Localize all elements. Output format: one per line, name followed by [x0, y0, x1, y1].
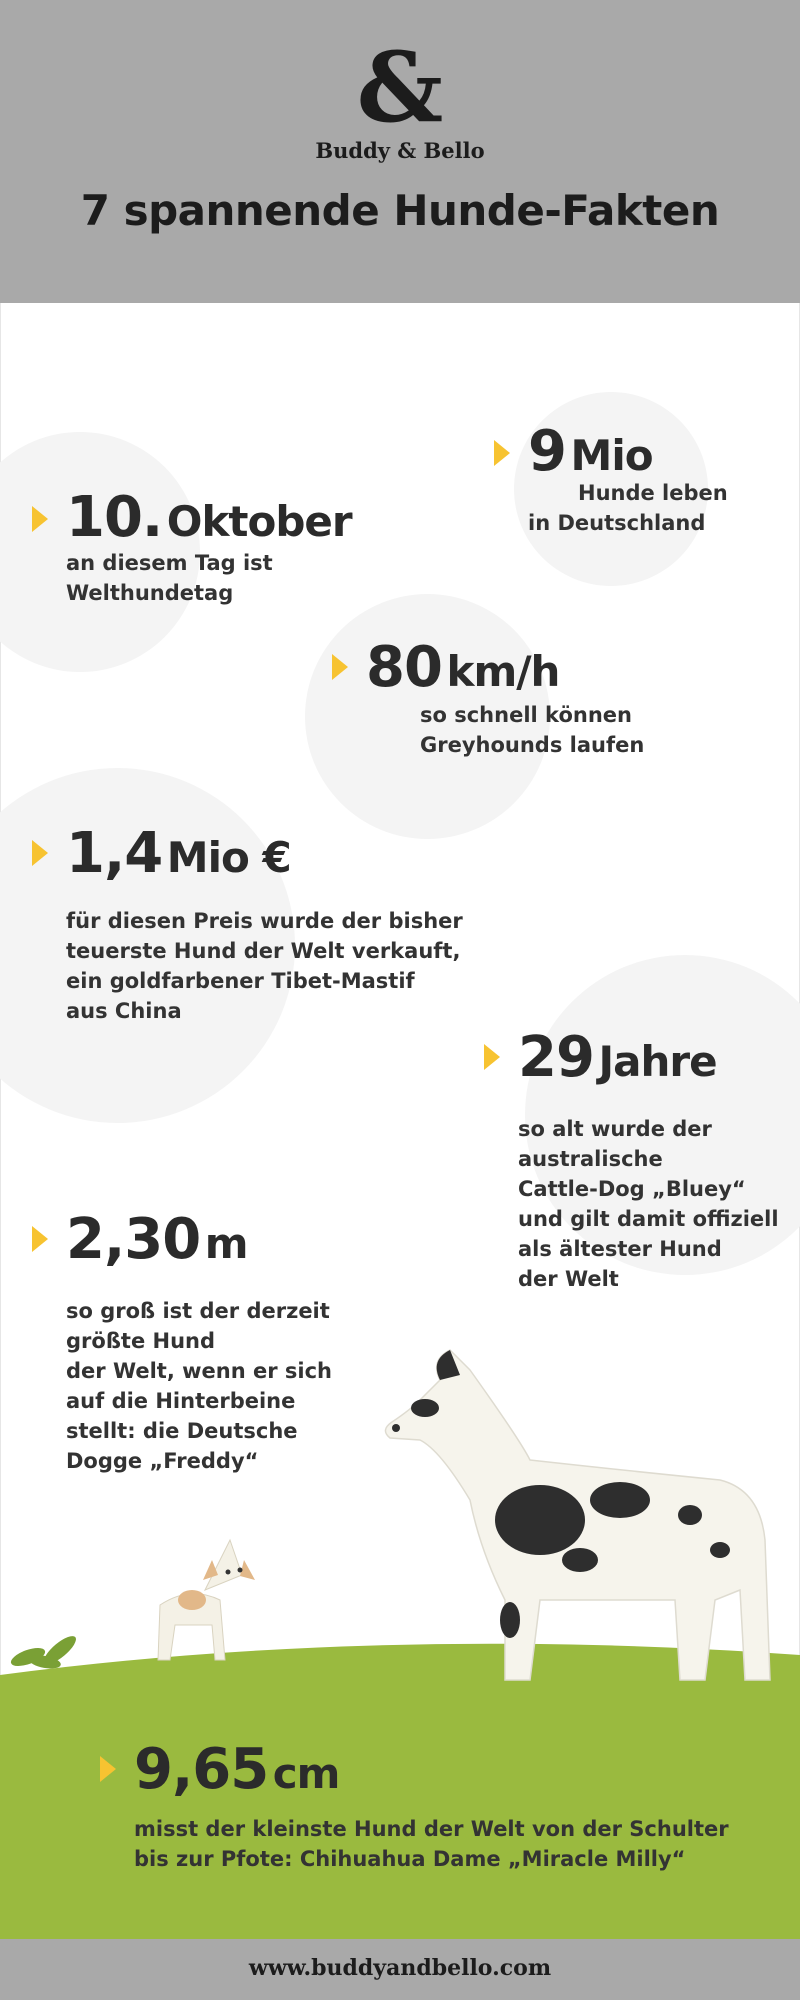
great-dane-icon	[385, 1350, 770, 1680]
fact-headline: 1,4 Mio €	[66, 821, 291, 886]
fact-headline: 29 Jahre	[518, 1025, 717, 1090]
chihuahua-icon	[158, 1540, 255, 1660]
arrow-icon	[484, 1044, 500, 1070]
arrow-icon	[332, 654, 348, 680]
arrow-icon	[32, 1226, 48, 1252]
fact-description: misst der kleinste Hund der Welt von der Schulter bis zur Pfote: Chihuahua Dame „Miracle Milly“	[134, 1817, 729, 1871]
arrow-icon	[32, 506, 48, 532]
website-link[interactable]: www.buddyandbello.com	[248, 1955, 552, 1981]
arrow-icon	[32, 840, 48, 866]
header	[0, 0, 800, 303]
grass-hill	[0, 1644, 800, 1939]
brand-name: Buddy & Bello	[315, 138, 485, 163]
fact-description: für diesen Preis wurde der bisher teuerste Hund der Welt verkauft, ein goldfarbener Tibet-Mastif aus China	[66, 909, 463, 1023]
brand-logo-icon: &	[356, 31, 444, 144]
fact-headline: 80 km/h	[366, 635, 560, 700]
fact-description: an diesem Tag ist Welthundetag	[66, 551, 273, 605]
fact-description: so alt wurde der australische Cattle-Dog „Bluey“ und gilt damit offiziell als ältester Hund der Welt	[518, 1117, 779, 1291]
plant-icon	[9, 1632, 80, 1671]
fact-headline: 9,65 cm	[134, 1737, 340, 1802]
fact-headline: 2,30 m	[66, 1207, 248, 1272]
footer	[0, 1939, 800, 2000]
fact-description: Hunde leben in Deutschland	[528, 481, 728, 535]
arrow-icon	[100, 1756, 116, 1782]
page-title: 7 spannende Hunde-Fakten	[80, 186, 720, 235]
fact-headline: 10. Oktober	[66, 485, 352, 550]
arrow-icon	[494, 440, 510, 466]
fact-headline: 9 Mio	[528, 419, 653, 484]
fact-description: so schnell können Greyhounds laufen	[420, 703, 645, 757]
fact-description: so groß ist der derzeit größte Hund der Welt, wenn er sich auf die Hinterbeine stellt: die Deutsche Dogge „Freddy“	[66, 1299, 332, 1473]
